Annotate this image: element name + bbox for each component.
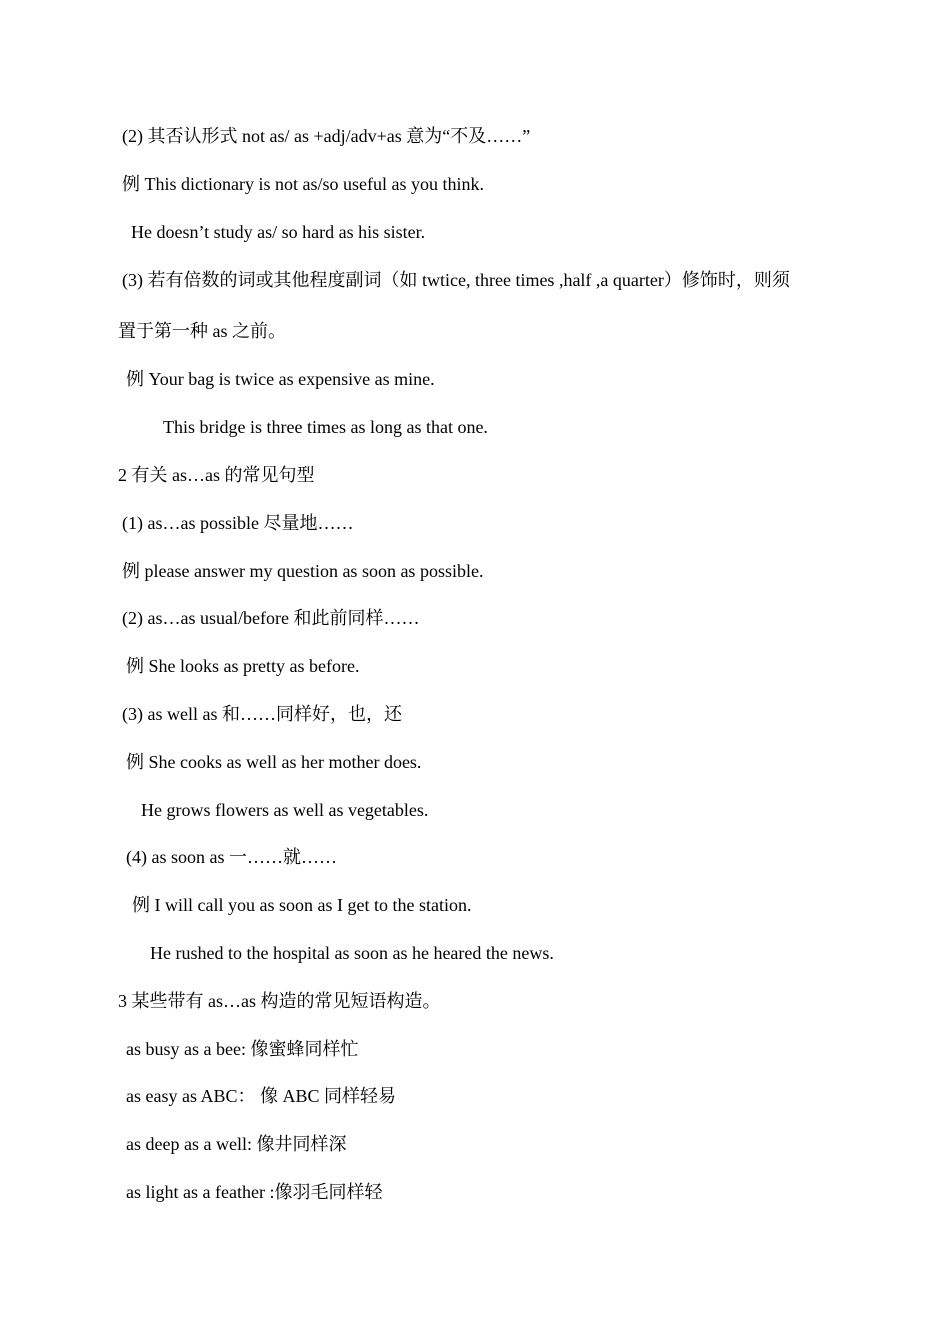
text-line-example-flowers: He grows flowers as well as vegetables.: [141, 800, 429, 820]
text-line-example-answer: 例 please answer my question as soon as possible.: [122, 561, 484, 581]
text-line-as-usual: (2) as…as usual/before 和此前同样……: [122, 608, 420, 628]
text-line-multiplier-rule: (3) 若有倍数的词或其他程度副词（如 twtice, three times ,half ,a quarter）修饰时，则须: [122, 270, 790, 290]
text-line-example-call: 例 I will call you as soon as I get to the station.: [132, 895, 472, 915]
section-heading-3: 3 某些带有 as…as 构造的常见短语构造。: [118, 991, 441, 1011]
text-line-phrase-bee: as busy as a bee: 像蜜蜂同样忙: [126, 1039, 359, 1059]
text-line-negative-form: (2) 其否认形式 not as/ as +adj/adv+as 意为“不及……”: [122, 126, 531, 146]
text-line-example-pretty: 例 She looks as pretty as before.: [126, 656, 360, 676]
text-line-phrase-abc: as easy as ABC： 像 ABC 同样轻易: [126, 1086, 396, 1106]
text-line-as-possible: (1) as…as possible 尽量地……: [122, 513, 354, 533]
text-line-as-soon-as: (4) as soon as 一……就……: [126, 847, 337, 867]
section-heading-2: 2 有关 as…as 的常见句型: [118, 465, 315, 485]
text-line-multiplier-rule-cont: 置于第一种 as 之前。: [118, 321, 286, 341]
text-line-example-hospital: He rushed to the hospital as soon as he heared the news.: [150, 943, 554, 963]
text-line-example-bridge: This bridge is three times as long as that one.: [163, 417, 488, 437]
text-line-example-cooks: 例 She cooks as well as her mother does.: [126, 752, 422, 772]
text-line-example-bag: 例 Your bag is twice as expensive as mine.: [126, 369, 435, 389]
text-line-as-well-as: (3) as well as 和……同样好，也，还: [122, 704, 402, 724]
text-line-phrase-well: as deep as a well: 像井同样深: [126, 1134, 347, 1154]
text-line-example-dictionary: 例 This dictionary is not as/so useful as you think.: [122, 174, 484, 194]
text-line-example-study: He doesn’t study as/ so hard as his sister.: [131, 222, 426, 242]
text-line-phrase-feather: as light as a feather :像羽毛同样轻: [126, 1182, 383, 1202]
